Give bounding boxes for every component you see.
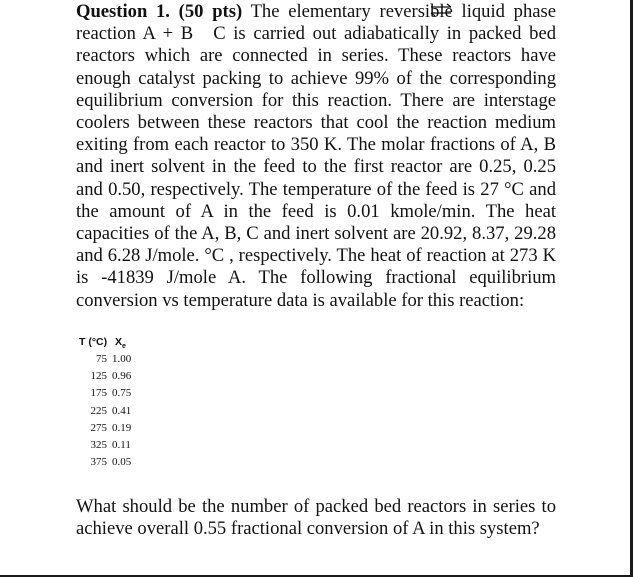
table-rows — [79, 351, 142, 471]
table-row — [79, 368, 142, 385]
table-row — [79, 420, 142, 437]
question-body: is carried out adiabatically in packed bed reactors which are connected in series. These reactors have enough catalyst packing to achieve 99% of the corresponding equilibrium conversion for this reaction. There are interstage coolers between these reactors that cool the reaction medium exiting from each reactor to 350 K. The molar fractions of A, B and inert solvent in the feed to the first reactor are 0.25, 0.25 and 0.50, respectively. The temperature of the feed is 27 °C and the amount of A in the feed is 0.01 kmole/min. The heat capacities of the A, B, C and inert solvent are 20.92, 8.37, 29.28 and 6.28 J/mole. °C , respectively. The heat of reaction at 273 K is -41839 J/mole A. The following fractional equilibrium conversion vs temperature data is available for this reaction: — [76, 23, 556, 311]
cell-temperature: 225 — [90, 404, 107, 417]
cell-conversion: 0.41 — [112, 404, 132, 417]
table-row — [79, 454, 142, 471]
cell-temperature: 375 — [90, 456, 107, 469]
cell-temperature: 325 — [90, 438, 107, 451]
reaction-product: C — [213, 23, 226, 45]
cell-conversion: 0.19 — [112, 421, 132, 434]
col-header-temperature: T (°C) — [79, 336, 108, 348]
table-row — [79, 403, 142, 420]
cell-temperature: 125 — [90, 370, 107, 383]
table-row — [79, 437, 142, 454]
reaction-reactants: A + B — [142, 23, 194, 45]
cell-conversion: 1.00 — [112, 353, 132, 365]
cell-conversion: 0.96 — [112, 370, 132, 383]
final-question: What should be the number of packed bed reactors in series to achieve overall 0.55 fractional conversion of A in this system? — [76, 496, 556, 540]
cell-temperature: 75 — [96, 353, 107, 365]
question-paragraph — [76, 1, 556, 312]
question-label: Question 1. (50 pts) — [76, 1, 243, 22]
table-header — [79, 333, 142, 351]
table-row — [79, 385, 142, 402]
question-intro: The elementary reversible liquid phase reaction — [76, 1, 556, 45]
equilibrium-conversion-table — [79, 333, 142, 471]
cell-conversion: 0.75 — [112, 387, 132, 400]
table-row — [79, 351, 142, 368]
reversible-arrow-icon — [429, 3, 453, 17]
cell-conversion: 0.11 — [112, 438, 131, 451]
cell-temperature: 275 — [90, 421, 107, 434]
col-header-conversion: $X_e$ — [115, 336, 126, 351]
cell-conversion: 0.05 — [112, 456, 132, 469]
reaction-gap — [193, 23, 213, 45]
cell-temperature: 175 — [90, 387, 107, 400]
